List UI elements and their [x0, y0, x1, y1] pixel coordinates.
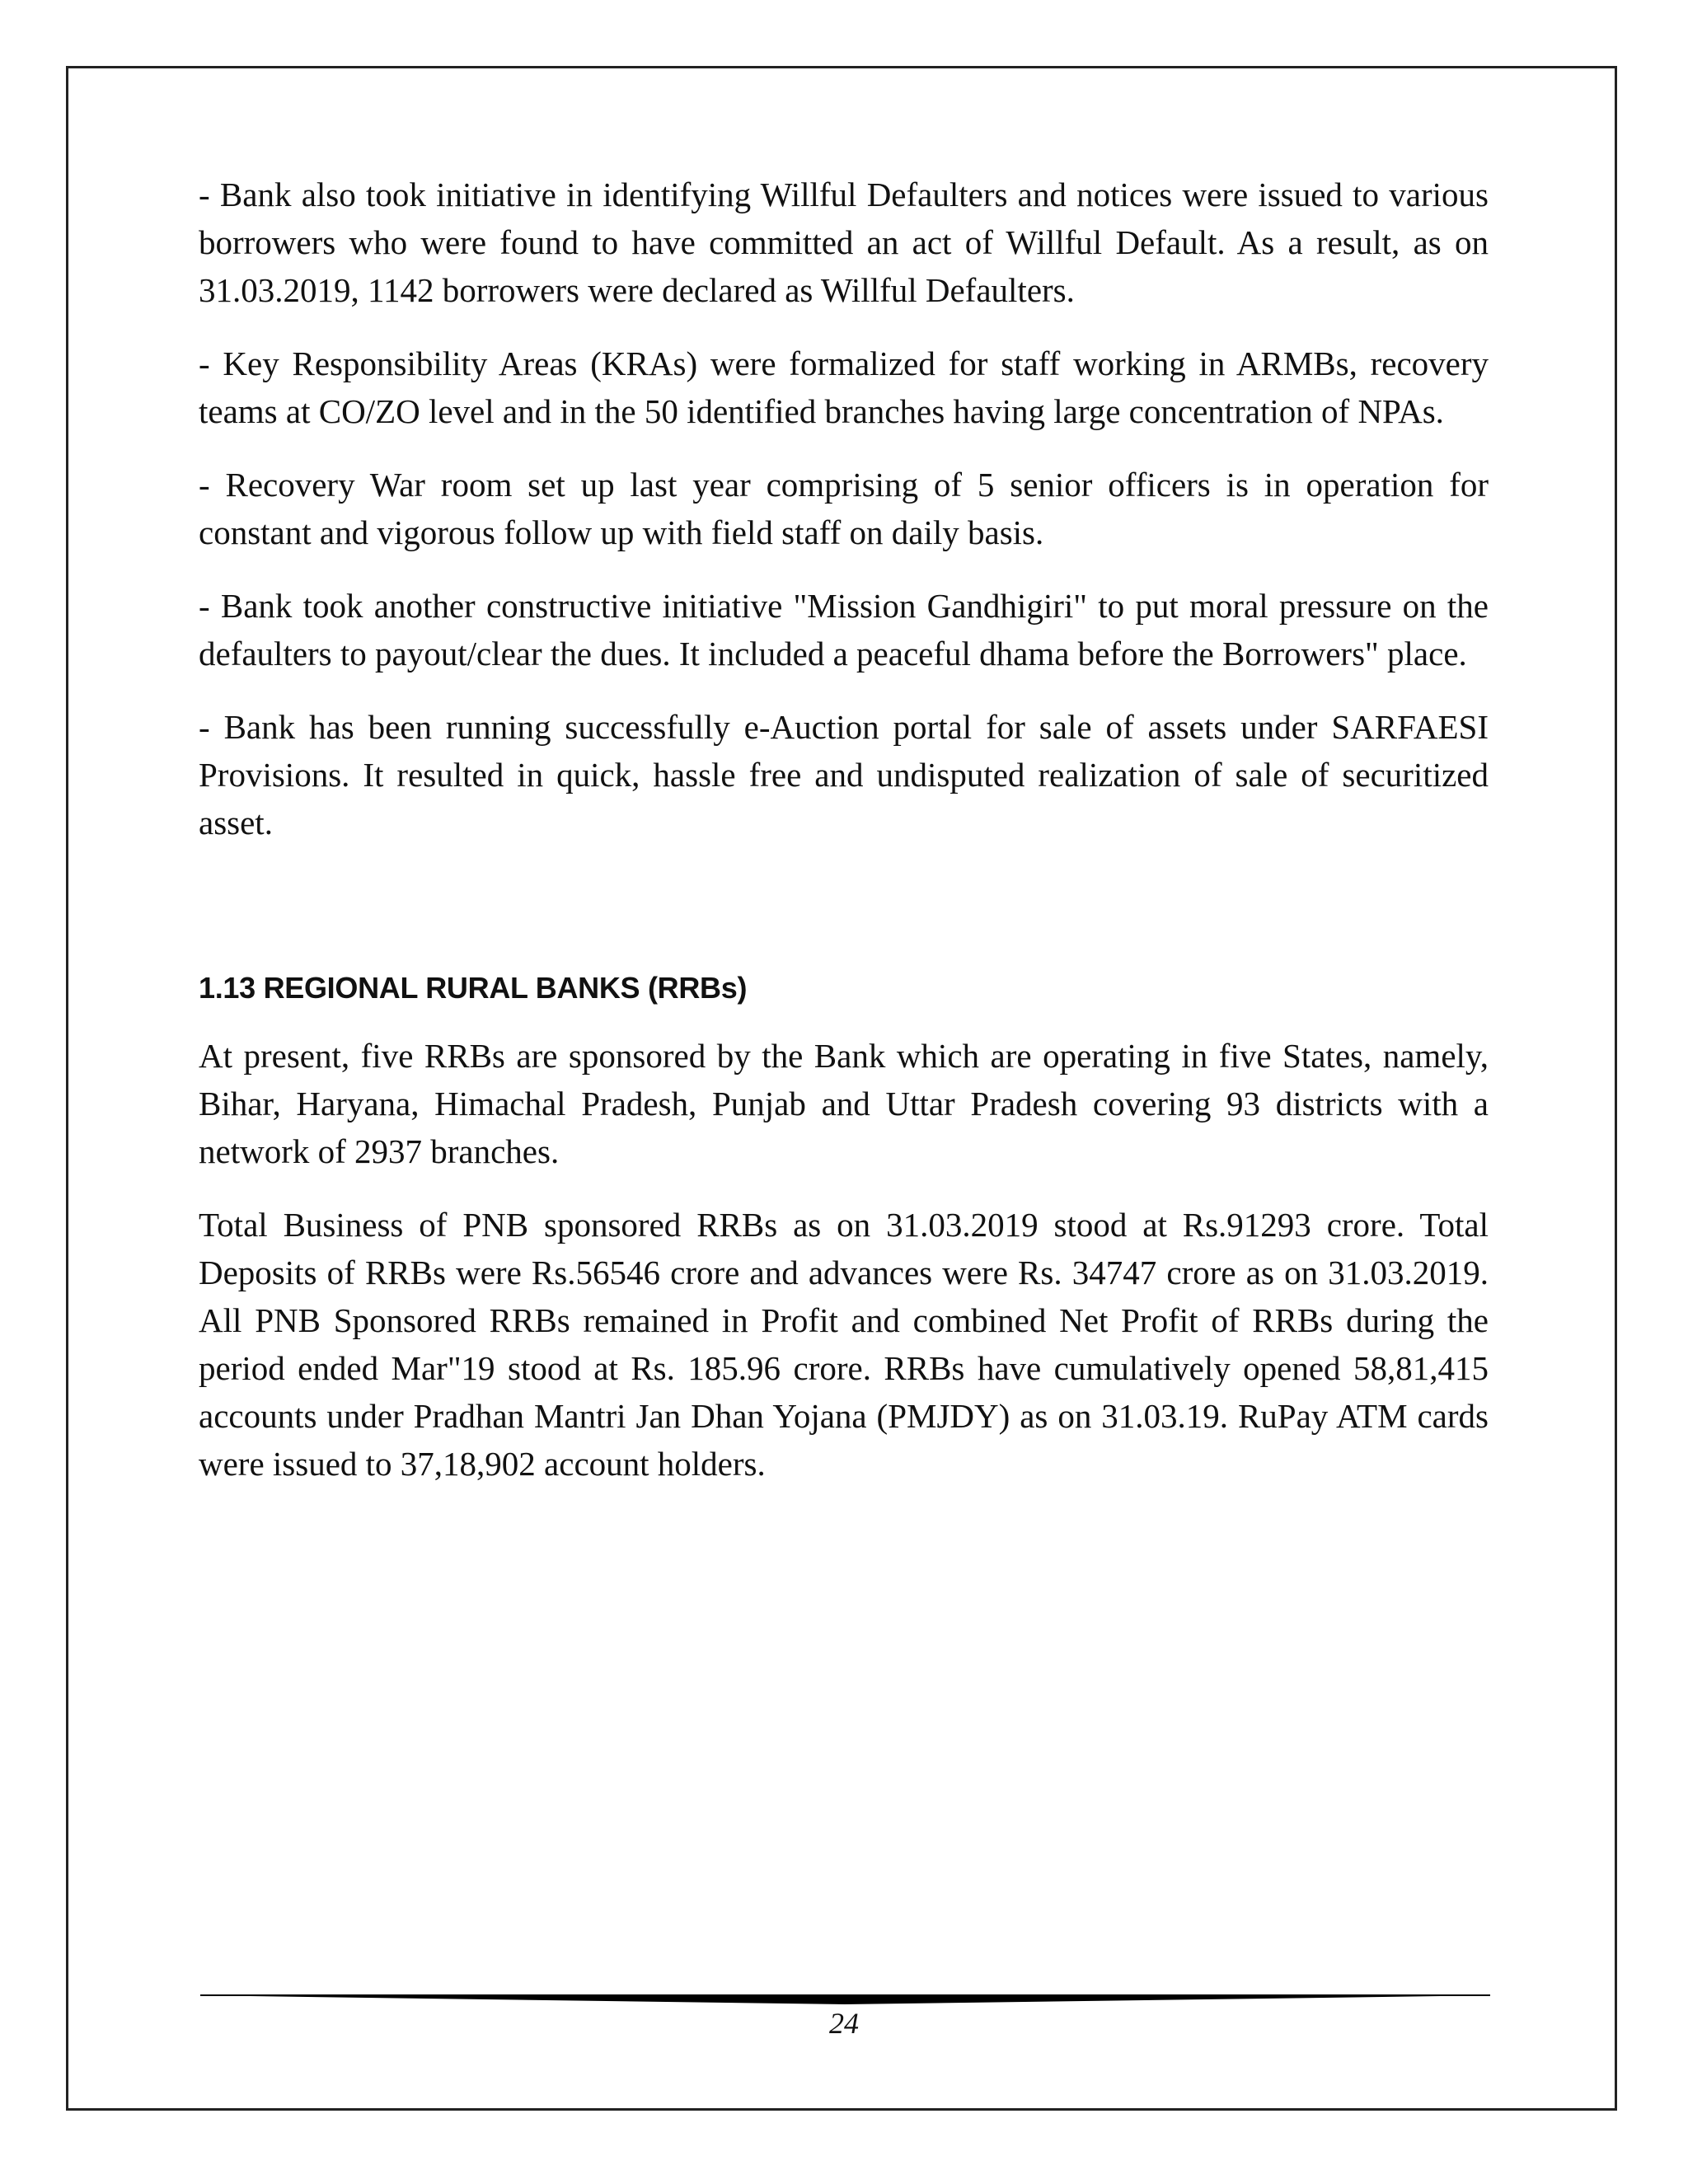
section-heading: 1.13 REGIONAL RURAL BANKS (RRBs) — [199, 971, 748, 1005]
paragraph-rrb-business: Total Business of PNB sponsored RRBs as on 31.03.2019 stood at Rs.91293 crore. Total Deposits of RRBs were Rs.56546 crore and advances were Rs. 34747 crore as on 31.03.2019. All PNB Sponsored RRBs remained in Profit and combined Net Profit of RRBs during the period ended Mar"19 stood at Rs. 185.96 crore. RRBs have cumulatively opened 58,81,415 accounts under Pradhan Mantri Jan Dhan Yojana (PMJDY) as on 31.03.19. RuPay ATM cards were issued to 37,18,902 account holders. — [199, 1206, 1489, 1483]
paragraph-war-room: - Recovery War room set up last year comprising of 5 senior officers is in operation for constant and vigorous follow up with field staff on daily basis. — [199, 466, 1489, 551]
paragraph-e-auction: - Bank has been running successfully e-Auction portal for sale of assets under SARFAESI Provisions. It resulted in quick, hassle free and undisputed realization of sale of securitized asset. — [199, 708, 1489, 841]
page-number: 24 — [829, 2007, 859, 2040]
paragraph-willful-defaulters: - Bank also took initiative in identifying Willful Defaulters and notices were issued to various borrowers who were found to have committed an act of Willful Default. As a result, as on 31.03.2019, 1142 borrowers were declared as Willful Defaulters. — [199, 176, 1489, 309]
paragraph-mission-gandhigiri: - Bank took another constructive initiative "Mission Gandhigiri" to put moral pressure on the defaulters to payout/clear the dues. It included a peaceful dhama before the Borrowers" place. — [199, 587, 1489, 673]
page-content — [199, 171, 1489, 1513]
paragraph-rrb-overview: At present, five RRBs are sponsored by the Bank which are operating in five States, namely, Bihar, Haryana, Himachal Pradesh, Punjab and Uttar Pradesh covering 93 districts with a network of 2937 branches. — [199, 1037, 1489, 1170]
paragraph-kras: - Key Responsibility Areas (KRAs) were formalized for staff working in ARMBs, recovery teams at CO/ZO level and in the 50 identified branches having large concentration of NPAs. — [199, 344, 1489, 430]
section-spacer — [199, 872, 1489, 968]
